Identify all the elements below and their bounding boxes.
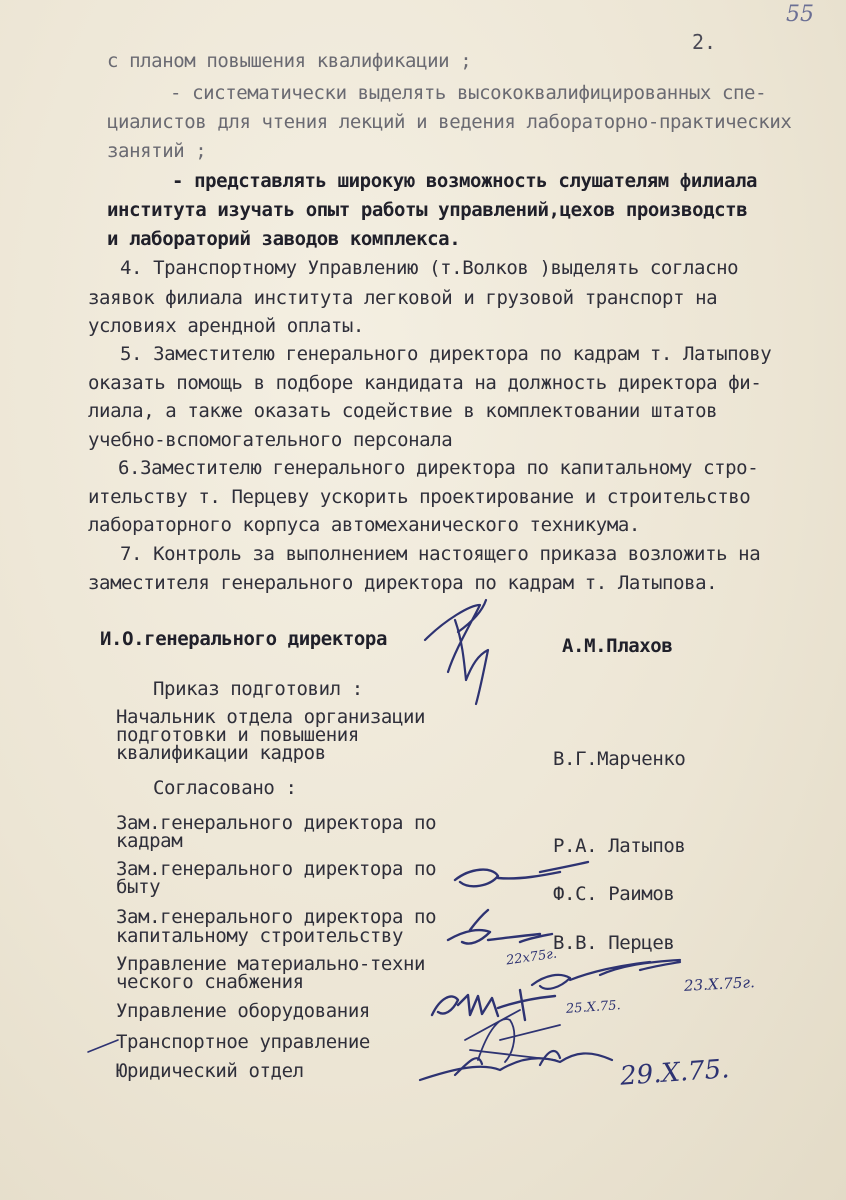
body-line: института изучать опыт работы управлений,цехов производств xyxy=(107,199,748,221)
pertsev-signature xyxy=(448,910,552,944)
page-number: 2. xyxy=(692,30,717,54)
signatory-title: И.О.генерального директора xyxy=(100,628,388,650)
body-line: 6.Заместителю генерального директора по капитальному стро- xyxy=(118,457,759,479)
transport-signature xyxy=(465,1010,560,1062)
agreed-position-line: Управление материально-техни xyxy=(116,953,426,975)
body-line: лабораторного корпуса автомеханического техникума. xyxy=(88,514,640,536)
agreed-position-line: Юридический отдел xyxy=(116,1060,304,1082)
handwritten-date: 23.X.75г. xyxy=(683,973,756,995)
director-signature xyxy=(425,600,488,704)
prepared-position-line: квалификации кадров xyxy=(116,742,326,764)
body-line: 5. Заместителю генерального директора по кадрам т. Латыпову xyxy=(120,343,772,365)
prepared-name: В.Г.Марченко xyxy=(553,748,686,770)
body-line: с планом повышения квалификации ; xyxy=(107,50,472,72)
handwritten-date: 22x75г. xyxy=(505,946,558,969)
prepared-position-line: Начальник отдела организации xyxy=(116,706,426,728)
body-line: 4. Транспортному Управлению (т.Волков )выделять согласно xyxy=(120,257,739,279)
agreed-position-line: быту xyxy=(116,876,161,898)
body-line: ительству т. Перцеву ускорить проектирование и строительство xyxy=(88,486,751,508)
agreed-heading: Согласовано : xyxy=(153,777,297,799)
body-line: лиала, а также оказать содействие в комплектовании штатов xyxy=(88,400,718,422)
agreed-position-line: Зам.генерального директора по xyxy=(116,858,437,880)
agreed-position-line: ческого снабжения xyxy=(116,971,304,993)
handwritten-date: 29.X.75. xyxy=(619,1054,731,1092)
body-line: заместителя генерального директора по кадрам т. Латыпова. xyxy=(88,572,718,594)
body-line: - систематически выделять высококвалифицированных спе- xyxy=(170,82,767,104)
body-line: условиях арендной оплаты. xyxy=(88,315,364,337)
body-line: 7. Контроль за выполнением настоящего приказа возложить на xyxy=(120,543,761,565)
agreed-position-line: кадрам xyxy=(116,830,183,852)
agreed-name: Ф.С. Раимов xyxy=(553,883,675,905)
body-line: и лабораторий заводов комплекса. xyxy=(107,228,461,250)
body-line: занятий ; xyxy=(107,140,207,162)
agreed-position-line: Управление оборудования xyxy=(116,1000,370,1022)
agreed-name: В.В. Перцев xyxy=(553,932,675,954)
agreed-position-line: капитальному строительству xyxy=(116,925,404,947)
prepared-position-line: подготовки и повышения xyxy=(116,724,359,746)
signatory-name: А.М.Плахов xyxy=(562,635,673,657)
legal-signature xyxy=(420,1051,612,1080)
handwritten-date: 25.X.75. xyxy=(565,998,622,1017)
margin-stroke xyxy=(88,1040,118,1052)
agreed-position-line: Зам.генерального директора по xyxy=(116,812,437,834)
equipment-signature xyxy=(432,990,555,1020)
body-line: циалистов для чтения лекций и ведения лабораторно-практических xyxy=(107,111,792,133)
body-line: оказать помощь в подборе кандидата на должность директора фи- xyxy=(88,372,762,394)
supply-signature xyxy=(532,960,680,989)
body-line: заявок филиала института легковой и грузовой транспорт на xyxy=(88,287,718,309)
agreed-name: Р.А. Латыпов xyxy=(553,835,686,857)
agreed-position-line: Зам.генерального директора по xyxy=(116,906,437,928)
body-line: - представлять широкую возможность слушателям филиала xyxy=(172,170,758,192)
agreed-position-line: Транспортное управление xyxy=(116,1031,370,1053)
body-line: учебно-вспомогательного персонала xyxy=(88,429,453,451)
prepared-heading: Приказ подготовил : xyxy=(153,678,363,700)
archive-sheet-mark: 55 xyxy=(786,2,814,27)
